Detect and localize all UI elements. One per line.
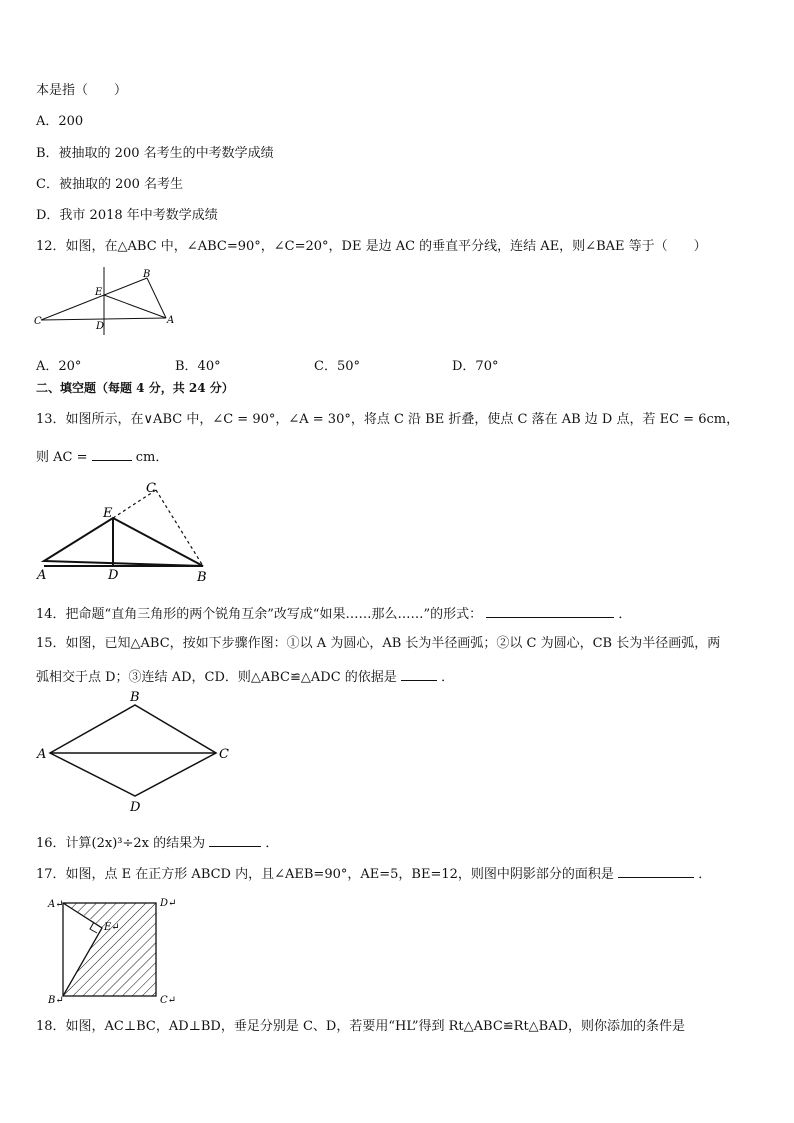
q17-suffix: ． xyxy=(698,867,712,882)
q11-option-d: D．我市 2018 年中考数学成绩 xyxy=(36,208,218,223)
q12-label-b: B xyxy=(143,269,151,280)
q15-label-a: A xyxy=(37,747,47,762)
q13-prefix: 则 AC = xyxy=(36,450,88,465)
q12-option-a: A．20° xyxy=(36,359,82,374)
q13-figure xyxy=(30,476,220,584)
q15-label-b: B xyxy=(130,690,140,705)
q14-answer-blank[interactable] xyxy=(486,603,614,618)
q13-suffix: cm． xyxy=(135,450,169,465)
q13-label-b: B xyxy=(197,570,207,584)
q17-label-b: B↵ xyxy=(48,995,64,1006)
q13-answer-blank[interactable] xyxy=(92,446,132,461)
q15-figure xyxy=(30,690,240,816)
q15-text: 弧相交于点 D；③连结 AD，CD．则△ABC≌△ADC 的依据是 xyxy=(36,670,397,685)
q11-option-b: B．被抽取的 200 名考生的中考数学成绩 xyxy=(36,146,274,161)
q17-answer-blank[interactable] xyxy=(618,863,694,878)
q14-suffix: ． xyxy=(618,607,632,622)
q17-label-e: E↵ xyxy=(104,922,120,933)
q17-label-c: C↵ xyxy=(160,995,177,1006)
q17-line xyxy=(36,863,711,884)
q13-label-c: C xyxy=(146,481,156,496)
q17-stem: 17．如图，点 E 在正方形 ABCD 内，且∠AEB=90°，AE=5，BE=12，则图中阴影部分的面积是 xyxy=(36,867,614,882)
q12-figure xyxy=(30,265,190,337)
q15-stem: 15．如图，已知△ABC，按如下步骤作图：①以 A 为圆心，AB 长为半径画弧；②以 C 为圆心，CB 长为半径画弧，两 xyxy=(36,636,721,651)
q14-stem: 14．把命题“直角三角形的两个锐角互余”改写成“如果……那么……”的形式： xyxy=(36,607,483,622)
q17-label-a: A↵ xyxy=(48,899,64,910)
q13-answer-line xyxy=(36,446,168,467)
q13-label-d: D xyxy=(108,568,119,583)
q12-label-d: D xyxy=(96,321,105,332)
q15-answer-blank[interactable] xyxy=(401,666,437,681)
q15-label-c: C xyxy=(219,747,229,762)
q12-option-d: D．70° xyxy=(452,359,499,374)
q12-stem: 12．如图，在△ABC 中，∠ABC=90°，∠C=20°，DE 是边 AC 的垂直平分线，连结 AE，则∠BAE 等于（ ） xyxy=(36,239,707,254)
q12-option-c: C．50° xyxy=(314,359,360,374)
q12-label-e: E xyxy=(95,287,103,298)
q11-stem-tail: 本是指（ ） xyxy=(36,83,128,98)
q18-stem: 18．如图，AC⊥BC，AD⊥BD，垂足分别是 C、D，若要用“HL”得到 Rt△ABC≌Rt△BAD，则你添加的条件是 xyxy=(36,1019,686,1034)
q11-option-c: C．被抽取的 200 名考生 xyxy=(36,177,184,192)
q16-answer-blank[interactable] xyxy=(209,832,261,847)
section-title: 二、填空题（每题 4 分，共 24 分） xyxy=(36,381,234,395)
q12-label-a: A xyxy=(167,315,175,326)
q12-option-b: B．40° xyxy=(175,359,221,374)
q12-label-c: C xyxy=(34,316,42,327)
q13-label-e: E xyxy=(103,506,113,521)
q14-line xyxy=(36,603,631,624)
q15-suffix: ． xyxy=(441,670,455,685)
q16-suffix: ． xyxy=(265,836,279,851)
q13-stem: 13．如图所示，在∨ABC 中，∠C = 90°，∠A = 30°，将点 C 沿 BE 折叠，使点 C 落在 AB 边 D 点，若 EC = 6cm， xyxy=(36,412,740,427)
q16-stem: 16．计算(2x)³÷2x 的结果为 xyxy=(36,836,206,851)
q15-label-d: D xyxy=(130,800,141,815)
q13-label-a: A xyxy=(37,568,47,583)
q11-option-a: A．200 xyxy=(36,114,84,129)
q17-label-d: D↵ xyxy=(160,898,177,909)
q15-stem-cont xyxy=(36,666,454,687)
q17-figure xyxy=(30,890,180,1010)
q16-line xyxy=(36,832,278,853)
